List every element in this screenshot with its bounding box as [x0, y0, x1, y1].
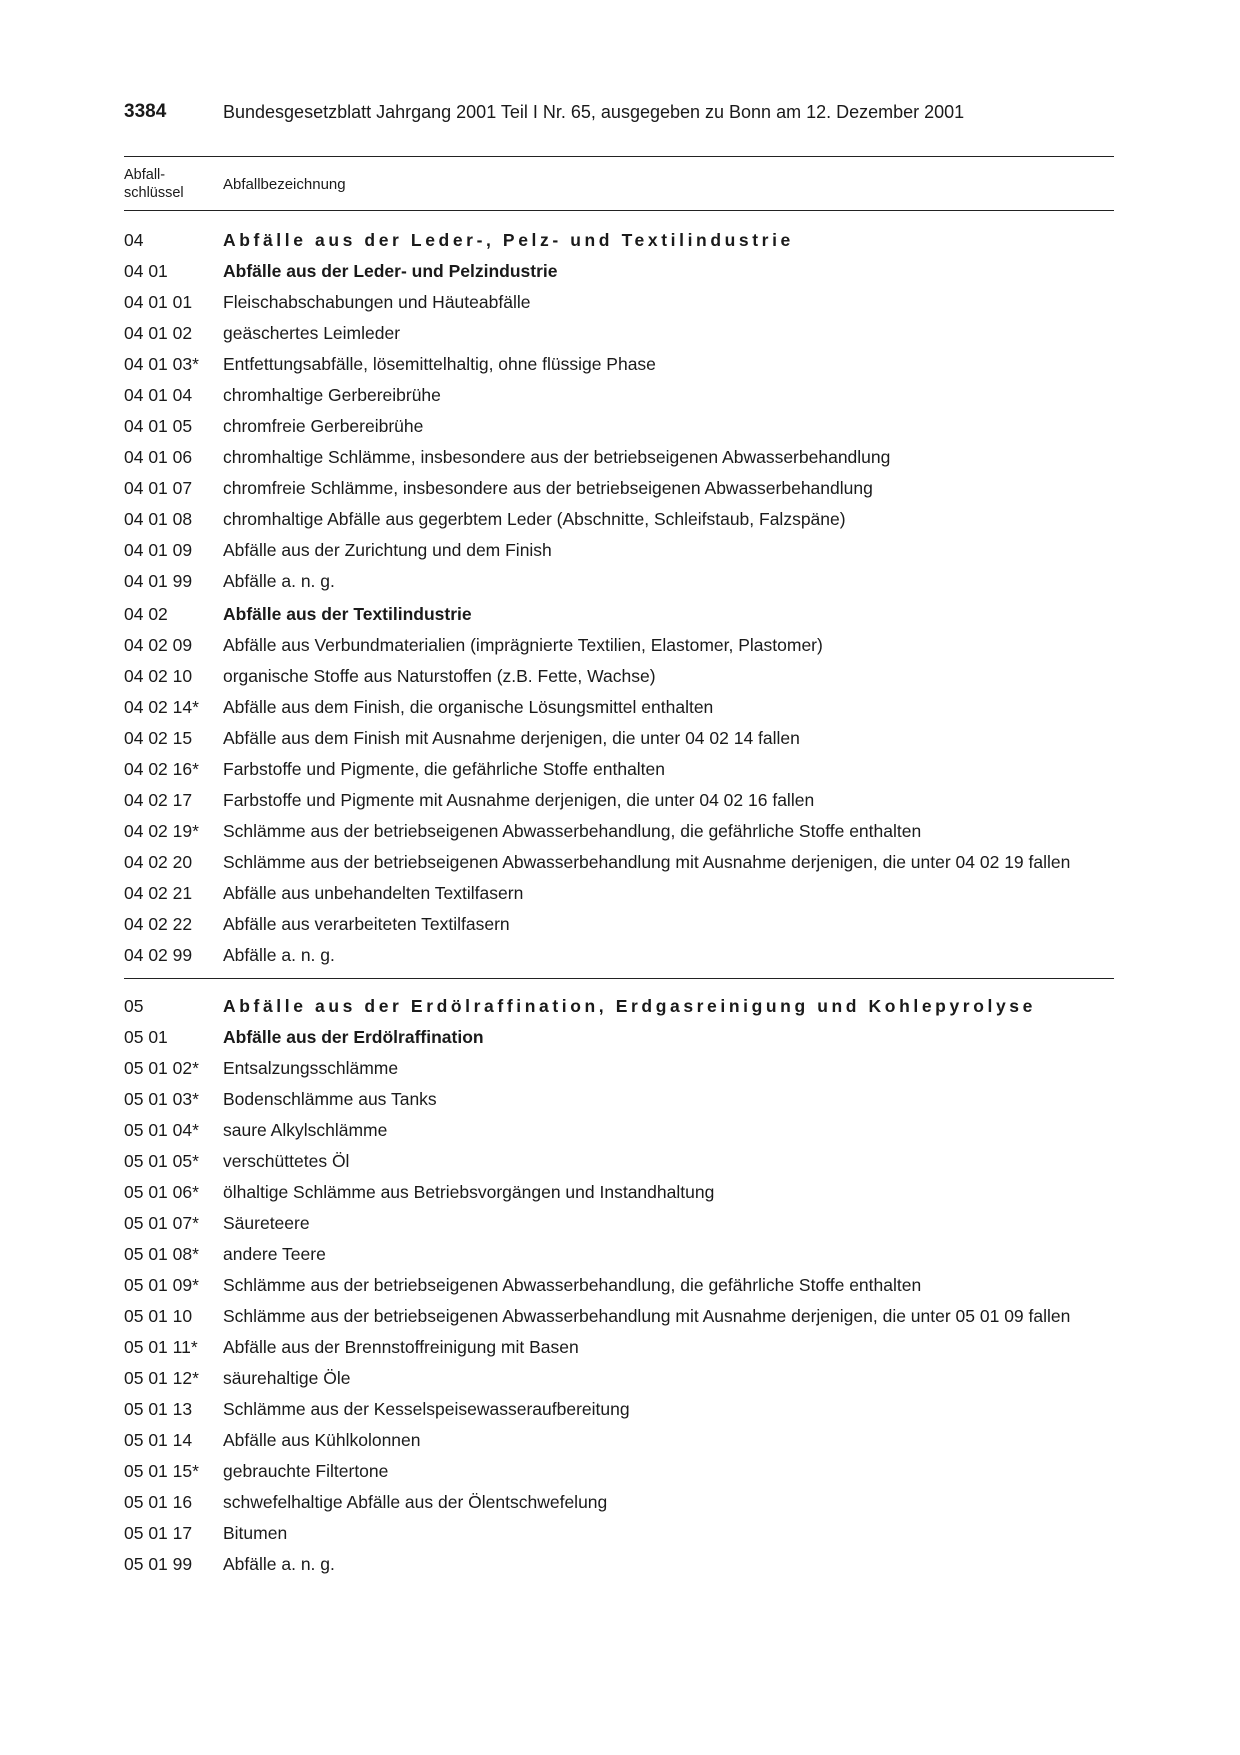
waste-designation: Säureteere	[223, 1213, 310, 1233]
waste-designation: andere Teere	[223, 1244, 326, 1264]
table-row	[124, 322, 1114, 344]
waste-designation: Abfälle aus dem Finish mit Ausnahme derjenigen, die unter 04 02 14 fallen	[223, 728, 800, 748]
table-row	[124, 820, 1114, 842]
waste-designation: schwefelhaltige Abfälle aus der Ölentschwefelung	[223, 1492, 608, 1512]
table-row	[124, 1429, 1114, 1451]
group-heading-row	[124, 1026, 1114, 1048]
table-row	[124, 634, 1114, 656]
table-row	[124, 1057, 1114, 1079]
page-number: 3384	[124, 101, 167, 122]
table-row	[124, 1212, 1114, 1234]
waste-key: 04 02 21	[124, 883, 193, 903]
running-title: Bundesgesetzblatt Jahrgang 2001 Teil I Nr. 65, ausgegeben zu Bonn am 12. Dezember 2001	[223, 102, 965, 122]
waste-key: 04 01 09	[124, 540, 193, 560]
waste-key: 04 02 19*	[124, 821, 199, 841]
waste-key: 04 02 17	[124, 790, 193, 810]
waste-key: 05 01 08*	[124, 1244, 199, 1264]
waste-designation: Abfälle aus der Zurichtung und dem Finish	[223, 540, 552, 560]
table-row	[124, 1491, 1114, 1513]
waste-catalogue-table	[124, 156, 1114, 1584]
waste-key: 05 01 17	[124, 1523, 193, 1543]
table-row	[124, 758, 1114, 780]
waste-designation: Schlämme aus der betriebseigenen Abwasserbehandlung, die gefährliche Stoffe enthalten	[223, 821, 922, 841]
waste-key: 04	[124, 230, 144, 250]
waste-key: 04 01 06	[124, 447, 193, 467]
table-row	[124, 789, 1114, 811]
waste-key: 04 02 99	[124, 945, 193, 965]
waste-key: 04 01 99	[124, 571, 193, 591]
table-row	[124, 665, 1114, 687]
column-header-name: Abfallbezeichnung	[223, 176, 346, 193]
table-row	[124, 353, 1114, 375]
chapter-section	[124, 229, 1114, 966]
waste-key: 05 01 03*	[124, 1089, 199, 1109]
waste-key: 05 01 07*	[124, 1213, 199, 1233]
waste-designation: Schlämme aus der betriebseigenen Abwasserbehandlung mit Ausnahme derjenigen, die unter 04 02 19 fallen	[223, 852, 1071, 872]
waste-designation: verschüttetes Öl	[223, 1151, 350, 1171]
table-row	[124, 570, 1114, 592]
waste-key: 04 02 20	[124, 852, 193, 872]
waste-key: 05 01 14	[124, 1430, 193, 1450]
waste-designation: chromhaltige Gerbereibrühe	[223, 385, 441, 405]
table-row	[124, 1305, 1114, 1327]
waste-key: 04 02 10	[124, 666, 193, 686]
waste-key: 05 01 12*	[124, 1368, 199, 1388]
table-header	[124, 156, 1114, 211]
waste-key: 04 01	[124, 261, 168, 281]
waste-key: 05 01 04*	[124, 1120, 199, 1140]
waste-key: 04 01 08	[124, 509, 193, 529]
waste-designation: geäschertes Leimleder	[223, 323, 401, 343]
table-row	[124, 415, 1114, 437]
table-row	[124, 477, 1114, 499]
waste-designation: Schlämme aus der betriebseigenen Abwasserbehandlung, die gefährliche Stoffe enthalten	[223, 1275, 922, 1295]
waste-designation: Bodenschlämme aus Tanks	[223, 1089, 437, 1109]
waste-key: 05 01 02*	[124, 1058, 199, 1078]
table-row	[124, 851, 1114, 873]
waste-designation: Abfälle aus der Leder-, Pelz- und Textilindustrie	[223, 230, 794, 250]
waste-key: 05 01 10	[124, 1306, 193, 1326]
chapter-heading-row	[124, 229, 1114, 251]
waste-key: 05 01 11*	[124, 1337, 198, 1357]
chapter-heading-row	[124, 995, 1114, 1017]
table-row	[124, 1398, 1114, 1420]
page-header	[124, 101, 1114, 127]
waste-designation: Abfälle aus der Brennstoffreinigung mit Basen	[223, 1337, 579, 1357]
table-row	[124, 1460, 1114, 1482]
waste-designation: Schlämme aus der Kesselspeisewasseraufbereitung	[223, 1399, 630, 1419]
table-row	[124, 1336, 1114, 1358]
waste-key: 04 02 09	[124, 635, 193, 655]
waste-designation: saure Alkylschlämme	[223, 1120, 388, 1140]
table-row	[124, 1088, 1114, 1110]
column-header-key	[124, 166, 204, 202]
waste-designation: Bitumen	[223, 1523, 288, 1543]
waste-designation: Abfälle aus der Textilindustrie	[223, 604, 472, 624]
waste-key: 04 01 01	[124, 292, 193, 312]
table-row	[124, 539, 1114, 561]
table-row	[124, 1181, 1114, 1203]
waste-designation: Abfälle aus der Erdölraffination	[223, 1027, 484, 1047]
waste-key: 05	[124, 996, 144, 1016]
waste-designation: säurehaltige Öle	[223, 1368, 351, 1388]
waste-designation: Abfälle aus der Erdölraffination, Erdgasreinigung und Kohlepyrolyse	[223, 996, 1036, 1016]
waste-designation: Abfälle a. n. g.	[223, 1554, 335, 1574]
group-heading-row	[124, 603, 1114, 625]
table-row	[124, 696, 1114, 718]
table-row	[124, 944, 1114, 966]
table-body	[124, 229, 1114, 1575]
table-row	[124, 384, 1114, 406]
waste-key: 05 01 06*	[124, 1182, 199, 1202]
waste-key: 05 01 16	[124, 1492, 193, 1512]
waste-designation: Abfälle aus dem Finish, die organische Lösungsmittel enthalten	[223, 697, 714, 717]
table-row	[124, 727, 1114, 749]
waste-key: 05 01 09*	[124, 1275, 199, 1295]
waste-key: 04 01 03*	[124, 354, 199, 374]
waste-key: 04 01 04	[124, 385, 193, 405]
waste-designation: Abfälle aus unbehandelten Textilfasern	[223, 883, 524, 903]
waste-designation: Abfälle aus der Leder- und Pelzindustrie	[223, 261, 558, 281]
table-row	[124, 291, 1114, 313]
table-row	[124, 508, 1114, 530]
waste-designation: Schlämme aus der betriebseigenen Abwasserbehandlung mit Ausnahme derjenigen, die unter 05 01 09 fallen	[223, 1306, 1071, 1326]
waste-designation: Entsalzungsschlämme	[223, 1058, 399, 1078]
waste-designation: chromhaltige Abfälle aus gegerbtem Leder (Abschnitte, Schleifstaub, Falzspäne)	[223, 509, 846, 529]
waste-key: 04 01 05	[124, 416, 193, 436]
waste-key: 04 02 16*	[124, 759, 199, 779]
table-row	[124, 1119, 1114, 1141]
waste-designation: Abfälle aus Kühlkolonnen	[223, 1430, 421, 1450]
waste-designation: Farbstoffe und Pigmente, die gefährliche Stoffe enthalten	[223, 759, 666, 779]
waste-key: 04 02 15	[124, 728, 193, 748]
table-row	[124, 1522, 1114, 1544]
column-header-key-line1: Abfall-	[124, 167, 166, 183]
waste-key: 05 01	[124, 1027, 168, 1047]
table-row	[124, 882, 1114, 904]
waste-designation: ölhaltige Schlämme aus Betriebsvorgängen und Instandhaltung	[223, 1182, 715, 1202]
waste-key: 04 02	[124, 604, 168, 624]
waste-designation: Abfälle a. n. g.	[223, 571, 335, 591]
waste-designation: Fleischabschabungen und Häuteabfälle	[223, 292, 531, 312]
table-row	[124, 913, 1114, 935]
waste-key: 05 01 99	[124, 1554, 193, 1574]
waste-designation: Abfälle a. n. g.	[223, 945, 335, 965]
column-header-key-line2: schlüssel	[124, 185, 184, 201]
table-row	[124, 446, 1114, 468]
waste-key: 04 02 22	[124, 914, 193, 934]
waste-key: 05 01 15*	[124, 1461, 199, 1481]
table-row	[124, 1367, 1114, 1389]
table-row	[124, 1553, 1114, 1575]
waste-key: 05 01 05*	[124, 1151, 199, 1171]
waste-designation: gebrauchte Filtertone	[223, 1461, 389, 1481]
waste-designation: Abfälle aus verarbeiteten Textilfasern	[223, 914, 510, 934]
waste-designation: organische Stoffe aus Naturstoffen (z.B. Fette, Wachse)	[223, 666, 656, 686]
waste-designation: Entfettungsabfälle, lösemittelhaltig, ohne flüssige Phase	[223, 354, 656, 374]
waste-designation: Abfälle aus Verbundmaterialien (imprägnierte Textilien, Elastomer, Plastomer)	[223, 635, 823, 655]
waste-key: 05 01 13	[124, 1399, 193, 1419]
waste-key: 04 02 14*	[124, 697, 199, 717]
table-row	[124, 1243, 1114, 1265]
waste-designation: chromhaltige Schlämme, insbesondere aus der betriebseigenen Abwasserbehandlung	[223, 447, 891, 467]
table-row	[124, 1150, 1114, 1172]
waste-key: 04 01 02	[124, 323, 193, 343]
table-row	[124, 1274, 1114, 1296]
chapter-section	[124, 978, 1114, 1575]
group-heading-row	[124, 260, 1114, 282]
waste-designation: Farbstoffe und Pigmente mit Ausnahme derjenigen, die unter 04 02 16 fallen	[223, 790, 815, 810]
waste-key: 04 01 07	[124, 478, 193, 498]
waste-designation: chromfreie Schlämme, insbesondere aus der betriebseigenen Abwasserbehandlung	[223, 478, 873, 498]
waste-designation: chromfreie Gerbereibrühe	[223, 416, 424, 436]
